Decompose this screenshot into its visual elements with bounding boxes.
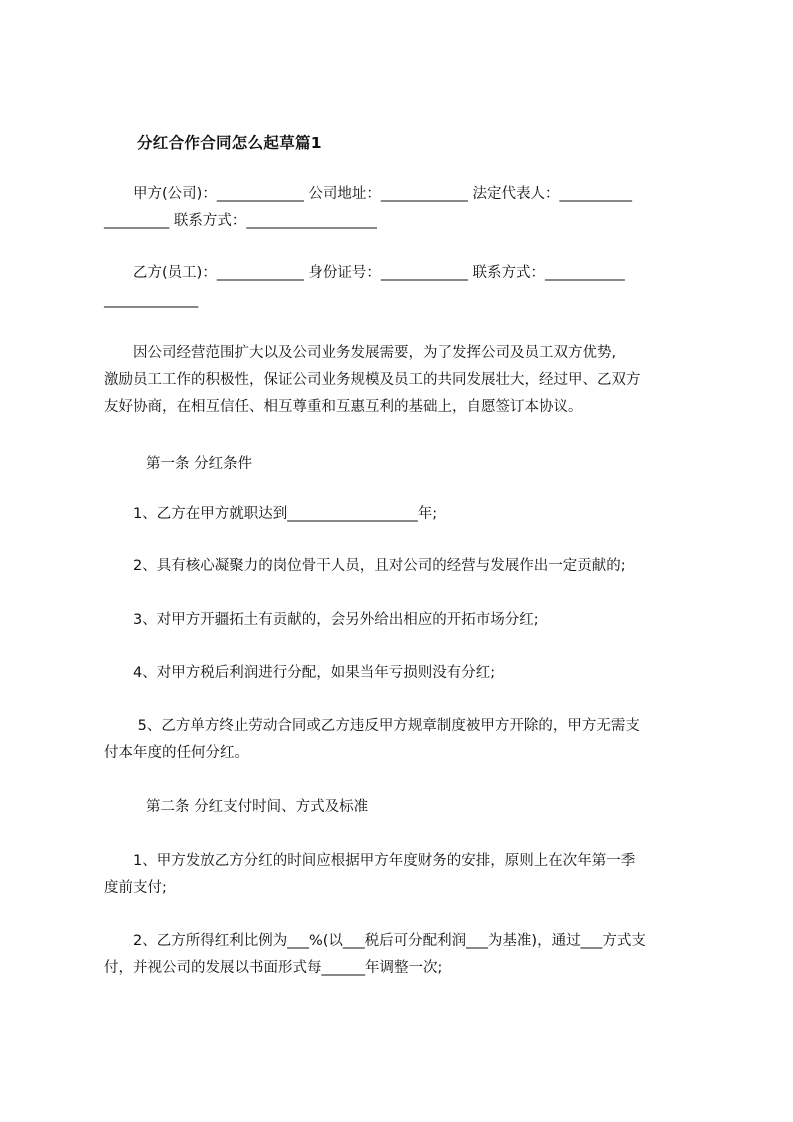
article-1-item-3 [104,607,708,634]
preamble-line-1: 因公司经营范围扩大以及公司业务发展需要，为了发挥公司及员工双方优势, [104,345,617,361]
article-1-item-3-text: 3、对甲方开疆拓土有贡献的，会另外给出相应的开拓市场分红; [104,612,539,628]
party-a-block [104,181,708,235]
article-1-item-5 [104,713,708,767]
article-1-heading: 第一条 分红条件 [146,456,253,472]
article-2-item-1-line-2: 度前支付; [104,880,167,896]
party-b-line-2: _____________ [104,292,199,308]
article-2-item-2-line-1: 2、乙方所得红利比例为___%(以___税后可分配利润___为基准)，通过___方式支 [104,933,646,949]
party-a-line-1: 甲方(公司)：____________ 公司地址：____________ 法定代表人：__________ [104,186,633,202]
article-2-item-2-line-2: 付，并视公司的发展以书面形式每______年调整一次; [104,960,443,976]
party-b-block [104,260,708,314]
preamble-line-3: 友好协商，在相互信任、相互尊重和互惠互利的基础上，自愿签订本协议。 [104,399,583,415]
party-a-line-2: _________ 联系方式：__________________ [104,213,377,229]
party-b-line-1: 乙方(员工)：____________ 身份证号：____________ 联系方式：___________ [104,265,625,281]
article-2-item-1-line-1: 1、甲方发放乙方分红的时间应根据甲方年度财务的安排，原则上在次年第一季 [104,853,636,869]
article-1-item-4 [104,660,708,687]
article-1-item-5-line-1: 5、乙方单方终止劳动合同或乙方违反甲方规章制度被甲方开除的，甲方无需支 [104,718,640,734]
article-2-item-1 [104,848,708,902]
article-2-heading: 第二条 分红支付时间、方式及标准 [146,799,369,815]
article-1-item-4-text: 4、对甲方税后利润进行分配，如果当年亏损则没有分红; [104,665,496,681]
document-title: 分红合作合同怎么起草篇1 [137,134,322,152]
article-1-item-2 [104,553,708,580]
preamble-line-2: 激励员工工作的积极性，保证公司业务规模及员工的共同发展壮大，经过甲、乙双方 [104,372,641,388]
article-1-item-1-text: 1、乙方在甲方就职达到__________________年; [104,506,438,522]
article-1-item-2-text: 2、具有核心凝聚力的岗位骨干人员，且对公司的经营与发展作出一定贡献的; [104,558,626,574]
article-1-item-1 [104,501,708,528]
article-1-item-5-line-2: 付本年度的任何分红。 [104,745,249,761]
preamble-paragraph [104,340,708,421]
article-2-item-2 [104,928,708,982]
